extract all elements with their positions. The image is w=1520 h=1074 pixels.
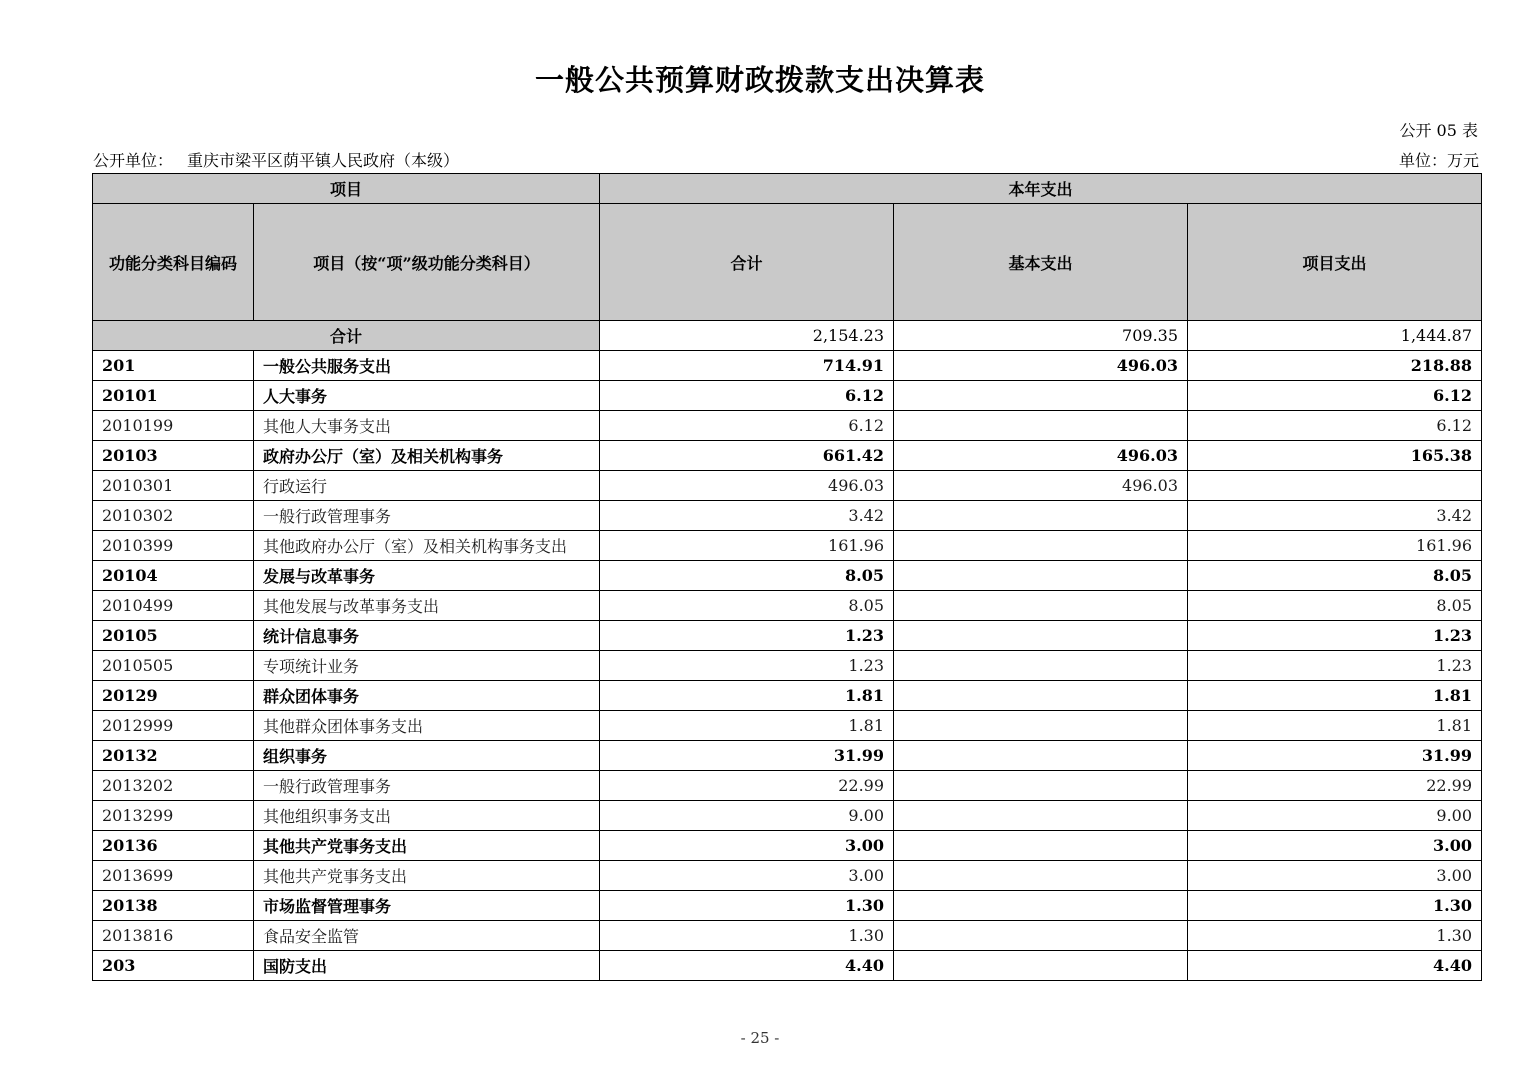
form-number: 公开 05 表 — [1399, 121, 1478, 140]
unit-info — [93, 148, 459, 171]
table-row — [93, 531, 1482, 561]
basic-cell — [894, 621, 1188, 651]
table-row — [93, 861, 1482, 891]
total-cell: 661.42 — [600, 441, 894, 471]
basic-cell: 496.03 — [894, 441, 1188, 471]
expenditure-table — [92, 173, 1482, 981]
basic-cell — [894, 501, 1188, 531]
basic-cell — [894, 591, 1188, 621]
table-row — [93, 801, 1482, 831]
header-row-1 — [93, 174, 1482, 204]
name-cell: 市场监督管理事务 — [254, 891, 600, 921]
total-cell: 1.81 — [600, 681, 894, 711]
unit-info-row — [93, 148, 1479, 170]
name-cell: 其他人大事务支出 — [254, 411, 600, 441]
basic-cell — [894, 831, 1188, 861]
code-cell: 20136 — [93, 831, 254, 861]
code-cell: 20105 — [93, 621, 254, 651]
total-row — [93, 321, 1482, 351]
basic-cell: 496.03 — [894, 471, 1188, 501]
code-cell: 20101 — [93, 381, 254, 411]
table-row — [93, 441, 1482, 471]
table-row — [93, 351, 1482, 381]
total-cell: 8.05 — [600, 561, 894, 591]
header-project-expense: 项目支出 — [1188, 204, 1482, 321]
table-row — [93, 741, 1482, 771]
code-cell: 2013202 — [93, 771, 254, 801]
project-cell: 4.40 — [1188, 951, 1482, 981]
code-cell: 20129 — [93, 681, 254, 711]
page-number: - 25 - — [740, 1029, 780, 1047]
project-cell: 8.05 — [1188, 591, 1482, 621]
header-current-year: 本年支出 — [600, 174, 1482, 204]
name-cell: 统计信息事务 — [254, 621, 600, 651]
code-cell: 2012999 — [93, 711, 254, 741]
total-cell: 6.12 — [600, 381, 894, 411]
code-cell: 201 — [93, 351, 254, 381]
currency-unit: 单位：万元 — [1398, 151, 1479, 170]
table-row — [93, 711, 1482, 741]
project-cell: 161.96 — [1188, 531, 1482, 561]
project-cell: 31.99 — [1188, 741, 1482, 771]
basic-cell — [894, 381, 1188, 411]
code-cell: 2010302 — [93, 501, 254, 531]
total-cell: 31.99 — [600, 741, 894, 771]
name-cell: 一般行政管理事务 — [254, 501, 600, 531]
total-cell: 3.00 — [600, 831, 894, 861]
name-cell: 其他政府办公厅（室）及相关机构事务支出 — [254, 531, 600, 561]
project-cell: 3.00 — [1188, 831, 1482, 861]
total-cell: 3.00 — [600, 861, 894, 891]
header-basic: 基本支出 — [894, 204, 1188, 321]
name-cell: 政府办公厅（室）及相关机构事务 — [254, 441, 600, 471]
name-cell: 组织事务 — [254, 741, 600, 771]
code-cell: 203 — [93, 951, 254, 981]
project-cell: 6.12 — [1188, 381, 1482, 411]
table-row — [93, 621, 1482, 651]
unit-label: 公开单位： — [93, 151, 174, 170]
name-cell: 食品安全监管 — [254, 921, 600, 951]
code-cell: 2013299 — [93, 801, 254, 831]
name-cell: 人大事务 — [254, 381, 600, 411]
basic-cell — [894, 801, 1188, 831]
total-label: 合计 — [93, 321, 600, 351]
total-cell: 1.23 — [600, 651, 894, 681]
basic-cell — [894, 921, 1188, 951]
code-cell: 2010505 — [93, 651, 254, 681]
table-row — [93, 891, 1482, 921]
code-cell: 20138 — [93, 891, 254, 921]
header-name: 项目（按“项”级功能分类科目） — [254, 204, 600, 321]
org-name: 重庆市梁平区荫平镇人民政府（本级） — [187, 151, 460, 170]
basic-cell — [894, 561, 1188, 591]
table-row — [93, 951, 1482, 981]
code-cell: 20132 — [93, 741, 254, 771]
project-cell: 8.05 — [1188, 561, 1482, 591]
name-cell: 行政运行 — [254, 471, 600, 501]
total-cell: 161.96 — [600, 531, 894, 561]
basic-cell — [894, 771, 1188, 801]
project-cell: 6.12 — [1188, 411, 1482, 441]
project-cell — [1188, 471, 1482, 501]
name-cell: 国防支出 — [254, 951, 600, 981]
code-cell: 2013816 — [93, 921, 254, 951]
total-cell: 1.30 — [600, 921, 894, 951]
project-cell: 1.23 — [1188, 651, 1482, 681]
basic-cell: 496.03 — [894, 351, 1188, 381]
table-row — [93, 591, 1482, 621]
table-row — [93, 681, 1482, 711]
name-cell: 其他共产党事务支出 — [254, 861, 600, 891]
header-code: 功能分类科目编码 — [93, 204, 254, 321]
code-cell: 2010199 — [93, 411, 254, 441]
code-cell: 2013699 — [93, 861, 254, 891]
name-cell: 发展与改革事务 — [254, 561, 600, 591]
total-cell: 714.91 — [600, 351, 894, 381]
code-cell: 20104 — [93, 561, 254, 591]
total-cell: 1.30 — [600, 891, 894, 921]
basic-cell — [894, 891, 1188, 921]
name-cell: 其他共产党事务支出 — [254, 831, 600, 861]
table-row — [93, 921, 1482, 951]
total-cell: 22.99 — [600, 771, 894, 801]
project-cell: 1.81 — [1188, 681, 1482, 711]
total-basic: 709.35 — [894, 321, 1188, 351]
code-cell: 2010399 — [93, 531, 254, 561]
code-cell: 2010301 — [93, 471, 254, 501]
table-row — [93, 651, 1482, 681]
project-cell: 22.99 — [1188, 771, 1482, 801]
basic-cell — [894, 651, 1188, 681]
project-cell: 1.30 — [1188, 921, 1482, 951]
table-row — [93, 501, 1482, 531]
name-cell: 其他发展与改革事务支出 — [254, 591, 600, 621]
name-cell: 其他组织事务支出 — [254, 801, 600, 831]
basic-cell — [894, 951, 1188, 981]
total-cell: 1.81 — [600, 711, 894, 741]
basic-cell — [894, 531, 1188, 561]
name-cell: 一般行政管理事务 — [254, 771, 600, 801]
project-cell: 3.00 — [1188, 861, 1482, 891]
name-cell: 专项统计业务 — [254, 651, 600, 681]
table-row — [93, 471, 1482, 501]
code-cell: 20103 — [93, 441, 254, 471]
name-cell: 一般公共服务支出 — [254, 351, 600, 381]
name-cell: 其他群众团体事务支出 — [254, 711, 600, 741]
name-cell: 群众团体事务 — [254, 681, 600, 711]
total-cell: 496.03 — [600, 471, 894, 501]
project-cell: 9.00 — [1188, 801, 1482, 831]
table-row — [93, 411, 1482, 441]
basic-cell — [894, 411, 1188, 441]
total-cell: 4.40 — [600, 951, 894, 981]
header-row-2 — [93, 204, 1482, 321]
header-project: 项目 — [93, 174, 600, 204]
total-cell: 6.12 — [600, 411, 894, 441]
total-project: 1,444.87 — [1188, 321, 1482, 351]
project-cell: 218.88 — [1188, 351, 1482, 381]
total-cell: 9.00 — [600, 801, 894, 831]
table-row — [93, 831, 1482, 861]
table-row — [93, 381, 1482, 411]
total-total: 2,154.23 — [600, 321, 894, 351]
basic-cell — [894, 861, 1188, 891]
page-title: 一般公共预算财政拨款支出决算表 — [534, 63, 985, 97]
basic-cell — [894, 711, 1188, 741]
total-cell: 8.05 — [600, 591, 894, 621]
project-cell: 1.30 — [1188, 891, 1482, 921]
basic-cell — [894, 741, 1188, 771]
project-cell: 1.81 — [1188, 711, 1482, 741]
table-row — [93, 771, 1482, 801]
total-cell: 3.42 — [600, 501, 894, 531]
code-cell: 2010499 — [93, 591, 254, 621]
total-cell: 1.23 — [600, 621, 894, 651]
project-cell: 165.38 — [1188, 441, 1482, 471]
header-total: 合计 — [600, 204, 894, 321]
basic-cell — [894, 681, 1188, 711]
project-cell: 3.42 — [1188, 501, 1482, 531]
project-cell: 1.23 — [1188, 621, 1482, 651]
table-row — [93, 561, 1482, 591]
